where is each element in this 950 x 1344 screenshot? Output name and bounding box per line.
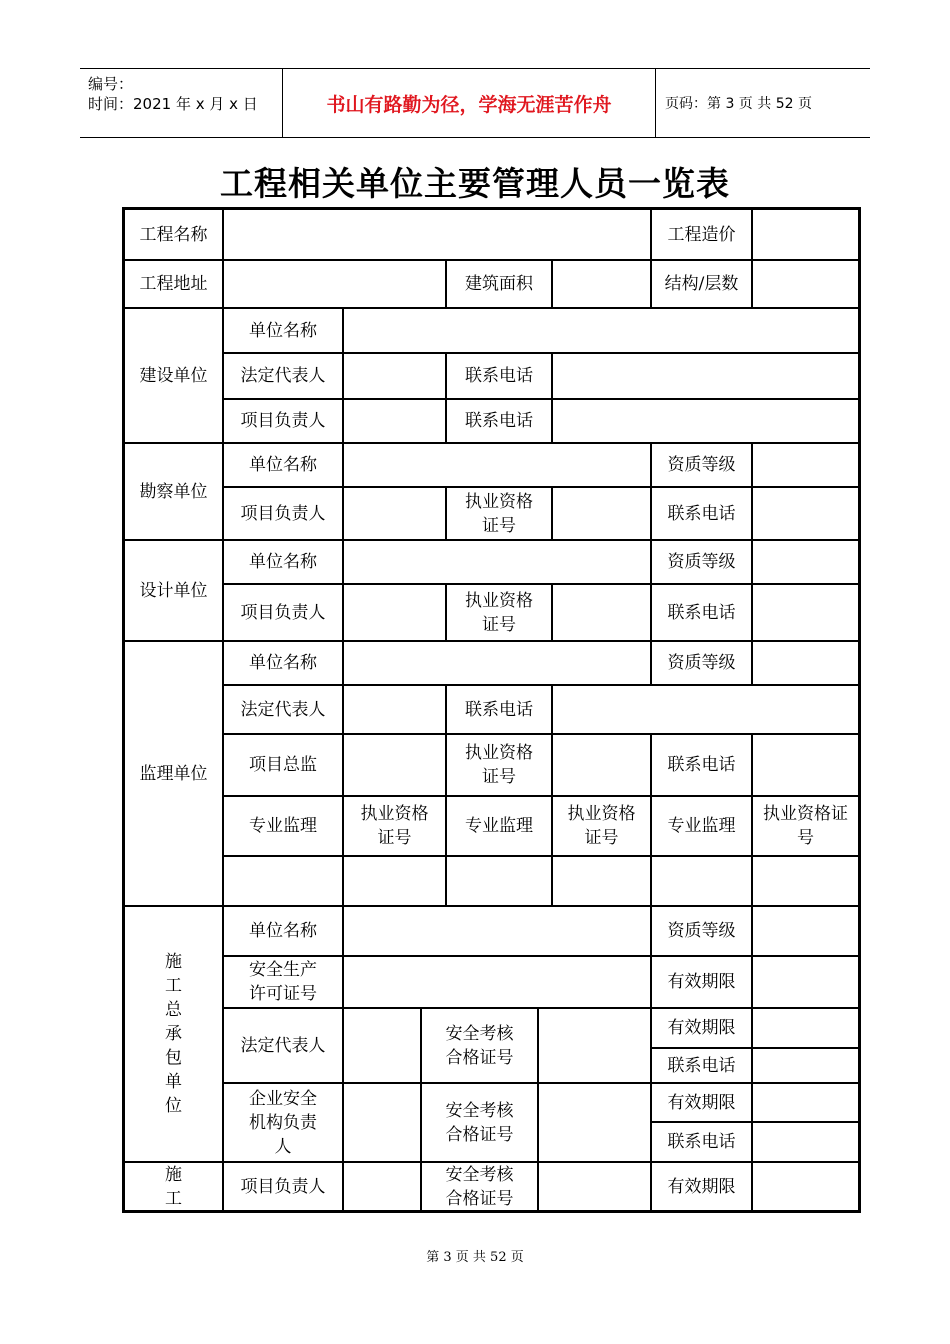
label-unit-name: 单位名称 xyxy=(223,641,343,685)
field-project-leader[interactable] xyxy=(343,1162,421,1211)
label-valid-period: 有效期限 xyxy=(651,956,752,1008)
field-safety-dept-head[interactable] xyxy=(343,1083,421,1162)
time-label: 时间：2021 年 x 月 x 日 xyxy=(88,95,258,113)
section-construction-partial: 施工 xyxy=(124,1162,223,1211)
field-practice-cert[interactable] xyxy=(552,734,651,796)
label-specialty-supervisor: 专业监理 xyxy=(446,796,552,856)
field-contact-phone[interactable] xyxy=(552,353,859,399)
field-qualification-level[interactable] xyxy=(752,641,859,685)
section-survey-unit: 勘察单位 xyxy=(124,443,223,540)
section-design-unit: 设计单位 xyxy=(124,540,223,641)
field-valid-period[interactable] xyxy=(752,1083,859,1122)
page-header xyxy=(80,68,870,138)
field-practice-cert[interactable] xyxy=(552,856,651,906)
field-valid-period[interactable] xyxy=(752,1162,859,1211)
label-valid-period: 有效期限 xyxy=(651,1083,752,1122)
label-contact-phone: 联系电话 xyxy=(651,1122,752,1162)
field-practice-cert[interactable] xyxy=(552,584,651,641)
label-chief-supervisor: 项目总监 xyxy=(223,734,343,796)
page-footer: 第 3 页 共 52 页 xyxy=(426,1250,524,1265)
label-safety-exam-cert: 安全考核合格证号 xyxy=(421,1162,538,1211)
label-qualification-level: 资质等级 xyxy=(651,443,752,487)
section-general-contractor-unit: 施工总承包单位 xyxy=(124,906,223,1162)
label-practice-cert: 执业资格证号 xyxy=(343,796,446,856)
field-safety-exam-cert[interactable] xyxy=(538,1162,651,1211)
field-safety-permit[interactable] xyxy=(343,956,651,1008)
field-practice-cert[interactable] xyxy=(752,856,859,906)
label-project-cost: 工程造价 xyxy=(651,209,752,260)
label-safety-permit: 安全生产许可证号 xyxy=(223,956,343,1008)
label-safety-dept-head: 企业安全机构负责人 xyxy=(223,1083,343,1162)
label-practice-cert: 执业资格证号 xyxy=(446,584,552,641)
label-practice-cert: 执业资格证号 xyxy=(752,796,859,856)
label-unit-name: 单位名称 xyxy=(223,308,343,353)
field-project-leader[interactable] xyxy=(343,487,446,540)
field-contact-phone[interactable] xyxy=(752,1048,859,1083)
field-contact-phone[interactable] xyxy=(552,685,859,734)
label-qualification-level: 资质等级 xyxy=(651,540,752,584)
field-project-leader[interactable] xyxy=(343,584,446,641)
field-contact-phone[interactable] xyxy=(752,1122,859,1162)
section-construction-unit: 建设单位 xyxy=(124,308,223,443)
label-contact-phone: 联系电话 xyxy=(651,734,752,796)
label-structure-floors: 结构/层数 xyxy=(651,260,752,308)
field-qualification-level[interactable] xyxy=(752,443,859,487)
label-contact-phone: 联系电话 xyxy=(651,487,752,540)
section-supervision-unit: 监理单位 xyxy=(124,641,223,906)
field-legal-rep[interactable] xyxy=(343,685,446,734)
number-label: 编号： xyxy=(88,75,134,93)
field-unit-name[interactable] xyxy=(343,540,651,584)
field-structure-floors[interactable] xyxy=(752,260,859,308)
header-meta xyxy=(88,74,258,114)
label-project-address: 工程地址 xyxy=(124,260,223,308)
field-project-leader[interactable] xyxy=(343,399,446,443)
field-valid-period[interactable] xyxy=(752,1008,859,1048)
label-building-area: 建筑面积 xyxy=(446,260,552,308)
label-project-leader: 项目负责人 xyxy=(223,487,343,540)
label-specialty-supervisor: 专业监理 xyxy=(223,796,343,856)
label-practice-cert: 执业资格证号 xyxy=(446,487,552,540)
field-valid-period[interactable] xyxy=(752,956,859,1008)
field-project-address[interactable] xyxy=(223,260,446,308)
field-qualification-level[interactable] xyxy=(752,906,859,956)
field-specialty-supervisor[interactable] xyxy=(223,856,343,906)
field-practice-cert[interactable] xyxy=(552,487,651,540)
label-project-name: 工程名称 xyxy=(124,209,223,260)
label-practice-cert: 执业资格证号 xyxy=(446,734,552,796)
label-contact-phone: 联系电话 xyxy=(446,399,552,443)
label-contact-phone: 联系电话 xyxy=(651,1048,752,1083)
field-legal-rep[interactable] xyxy=(343,1008,421,1083)
field-contact-phone[interactable] xyxy=(752,734,859,796)
field-specialty-supervisor[interactable] xyxy=(651,856,752,906)
field-safety-exam-cert[interactable] xyxy=(538,1008,651,1083)
field-contact-phone[interactable] xyxy=(752,584,859,641)
label-legal-rep: 法定代表人 xyxy=(223,1008,343,1083)
label-unit-name: 单位名称 xyxy=(223,906,343,956)
field-practice-cert[interactable] xyxy=(343,856,446,906)
field-qualification-level[interactable] xyxy=(752,540,859,584)
label-valid-period: 有效期限 xyxy=(651,1008,752,1048)
label-contact-phone: 联系电话 xyxy=(651,584,752,641)
page-title: 工程相关单位主要管理人员一览表 xyxy=(220,164,730,203)
label-unit-name: 单位名称 xyxy=(223,443,343,487)
label-legal-rep: 法定代表人 xyxy=(223,685,343,734)
label-safety-exam-cert: 安全考核合格证号 xyxy=(421,1008,538,1083)
label-project-leader: 项目负责人 xyxy=(223,399,343,443)
label-qualification-level: 资质等级 xyxy=(651,641,752,685)
label-unit-name: 单位名称 xyxy=(223,540,343,584)
header-divider xyxy=(655,69,656,137)
field-specialty-supervisor[interactable] xyxy=(446,856,552,906)
field-building-area[interactable] xyxy=(552,260,651,308)
label-legal-rep: 法定代表人 xyxy=(223,353,343,399)
field-safety-exam-cert[interactable] xyxy=(538,1083,651,1162)
field-contact-phone[interactable] xyxy=(752,487,859,540)
field-chief-supervisor[interactable] xyxy=(343,734,446,796)
field-contact-phone[interactable] xyxy=(552,399,859,443)
label-qualification-level: 资质等级 xyxy=(651,906,752,956)
label-specialty-supervisor: 专业监理 xyxy=(651,796,752,856)
personnel-table xyxy=(122,207,861,1213)
label-project-leader: 项目负责人 xyxy=(223,584,343,641)
field-unit-name[interactable] xyxy=(343,906,651,956)
field-project-name[interactable] xyxy=(223,209,651,260)
field-project-cost[interactable] xyxy=(752,209,859,260)
label-project-leader: 项目负责人 xyxy=(223,1162,343,1211)
label-practice-cert: 执业资格证号 xyxy=(552,796,651,856)
label-valid-period: 有效期限 xyxy=(651,1162,752,1211)
field-unit-name[interactable] xyxy=(343,641,651,685)
label-safety-exam-cert: 安全考核合格证号 xyxy=(421,1083,538,1162)
label-contact-phone: 联系电话 xyxy=(446,685,552,734)
header-motto: 书山有路勤为径，学海无涯苦作舟 xyxy=(326,93,612,116)
field-unit-name[interactable] xyxy=(343,308,859,353)
label-contact-phone: 联系电话 xyxy=(446,353,552,399)
field-legal-rep[interactable] xyxy=(343,353,446,399)
header-page-info: 页码：第 3 页 共 52 页 xyxy=(665,96,812,112)
field-unit-name[interactable] xyxy=(343,443,651,487)
